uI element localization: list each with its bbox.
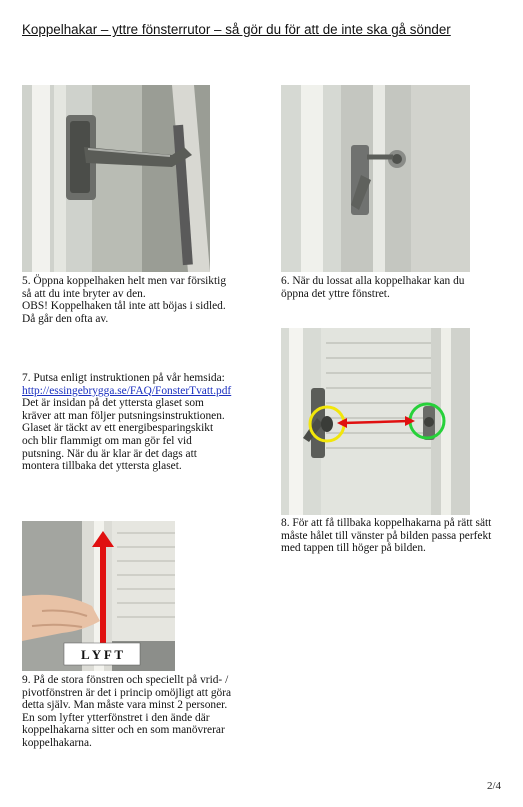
step-9-line: koppelhakarna sitter och en som manövrerar xyxy=(22,724,225,737)
hook-alignment-illustration xyxy=(281,328,470,515)
hook-open-illustration xyxy=(22,85,210,272)
caption-step-9 xyxy=(22,674,272,750)
page-title: Koppelhakar – yttre fönsterrutor – så gör du för att de inte ska gå sönder xyxy=(22,22,451,37)
step-8-line: måste hålet till vänster på bilden passa perfekt xyxy=(281,529,492,542)
photo-step-8 xyxy=(281,328,470,515)
step-9-line: pivotfönstren är det i princip omöjligt att göra xyxy=(22,686,232,699)
caption-step-6 xyxy=(281,275,511,300)
step-7-line: kräver att man följer putsningsinstruktionen. xyxy=(22,409,225,422)
step-5-line: Då går den ofta av. xyxy=(22,312,109,325)
step-9-line: En som lyfter ytterfönstret i den ände där xyxy=(22,711,210,724)
page-number: 2/4 xyxy=(486,780,501,792)
step-7-line: 7. Putsa enligt instruktionen på vår hemsida: xyxy=(22,372,225,384)
step-6-line: öppna det yttre fönstret. xyxy=(281,287,390,300)
caption-step-5 xyxy=(22,275,272,325)
step-7-line: Glaset är täckt av ett energibesparingskikt xyxy=(22,422,214,435)
step-7-line: och blir flammigt om man gör fel vid xyxy=(22,434,192,447)
step-9-line: 9. På de stora fönstren och speciellt på vrid- / xyxy=(22,674,229,686)
step-5-line: OBS! Koppelhaken tål inte att böjas i sidled. xyxy=(22,300,226,313)
hook-released-illustration xyxy=(281,85,470,272)
lift-label: L Y F T xyxy=(80,647,124,662)
step-9-line: detta själv. Man måste vara minst 2 personer. xyxy=(22,699,228,712)
step-8-line: med tappen till höger på bilden. xyxy=(281,542,426,555)
lift-window-illustration xyxy=(22,521,175,671)
up-arrow-icon xyxy=(100,543,106,643)
step-5-line: så att du inte bryter av den. xyxy=(22,287,146,300)
step-8-line: 8. För att få tillbaka koppelhakarna på rätt sätt xyxy=(281,517,492,529)
step-9-line: koppelhakarna. xyxy=(22,736,92,749)
step-7-line: putsning. När du är klar är det dags att xyxy=(22,447,197,460)
photo-step-9 xyxy=(22,521,175,671)
photo-step-5 xyxy=(22,85,210,272)
caption-step-7 xyxy=(22,372,272,473)
step-5-line: 5. Öppna koppelhaken helt men var försiktig xyxy=(22,275,227,287)
step-6-line: 6. När du lossat alla koppelhakar kan du xyxy=(281,275,465,287)
caption-step-8 xyxy=(281,517,516,555)
photo-step-6 xyxy=(281,85,470,272)
faq-link[interactable]: http://essingebrygga.se/FAQ/FonsterTvatt.pdf xyxy=(22,384,232,397)
step-7-line: Det är insidan på det yttersta glaset som xyxy=(22,397,204,410)
step-7-line: montera tillbaka det yttersta glaset. xyxy=(22,460,182,473)
